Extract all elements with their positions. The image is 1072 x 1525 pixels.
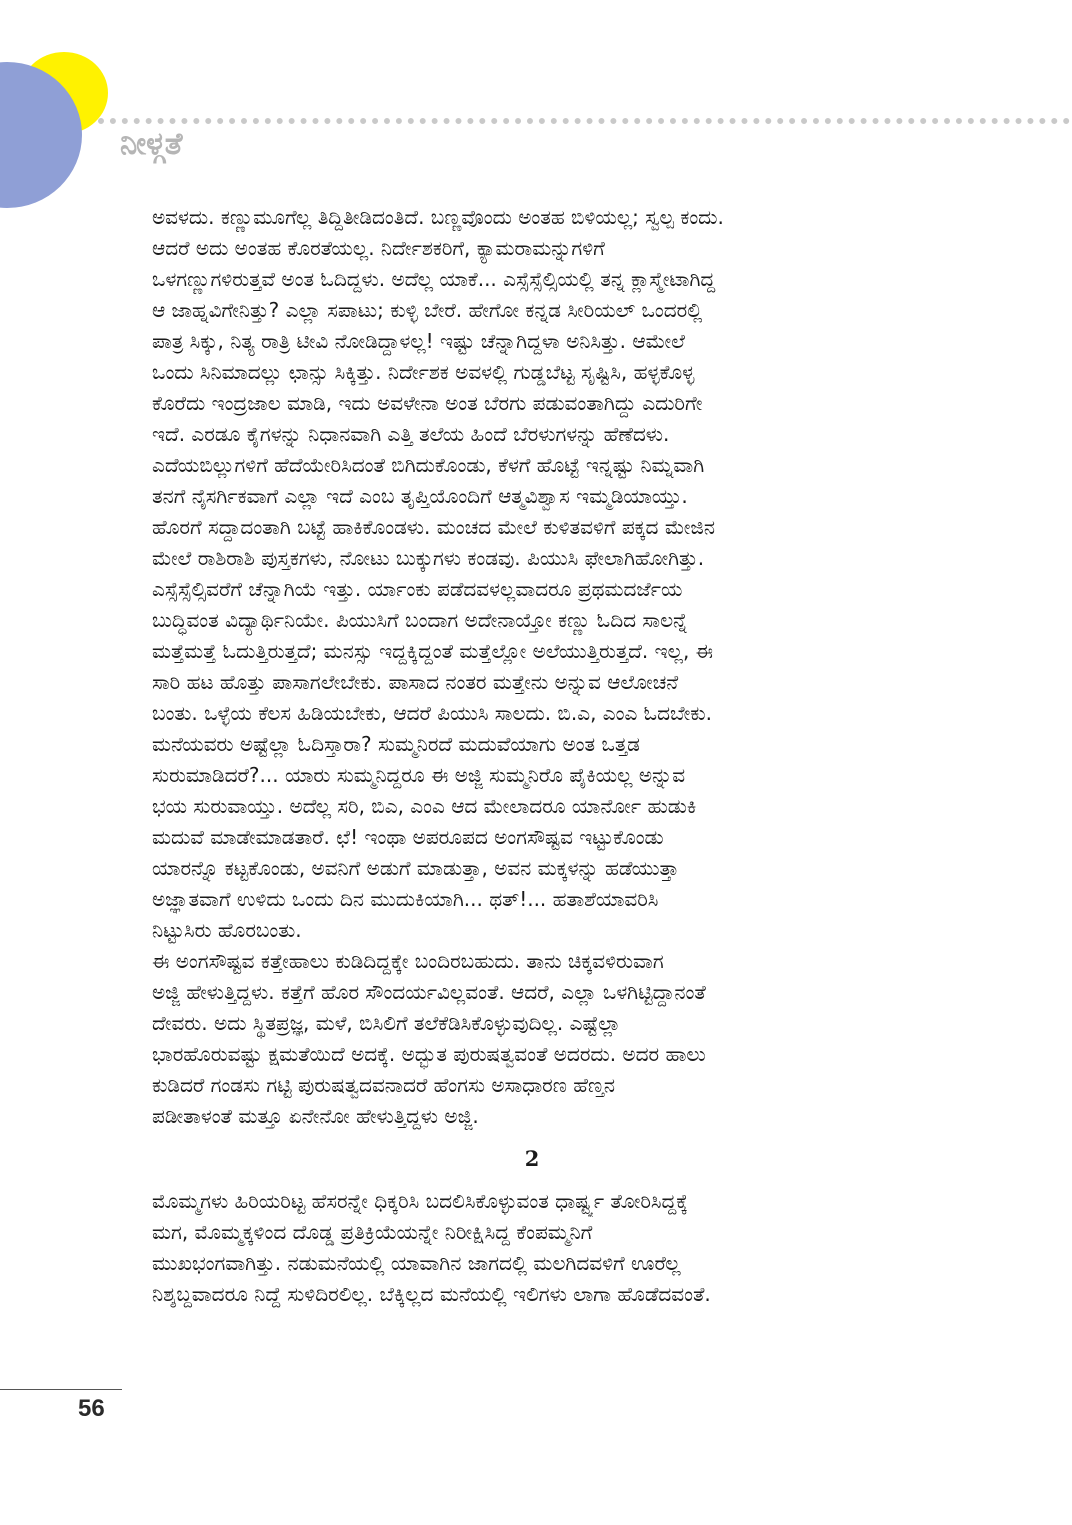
text-line: ಮತ್ತೆಮತ್ತೆ ಓದುತ್ತಿರುತ್ತದೆ; ಮನಸ್ಸು ಇದ್ದಕ್ಕಿದ್ದಂತೆ ಮತ್ತೆಲ್ಲೋ ಅಲೆಯುತ್ತಿರುತ್ತದೆ. ಇಲ್ಲ, ಈ	[152, 639, 714, 663]
text-line: ಮೇಲೆ ರಾಶಿರಾಶಿ ಪುಸ್ತಕಗಳು, ನೋಟು ಬುಕ್ಕುಗಳು ಕಂಡವು. ಪಿಯುಸಿ ಫೇಲಾಗಿಹೋಗಿತ್ತು.	[152, 546, 705, 570]
header-dotted-rule	[98, 118, 1070, 124]
section-number: 2	[524, 1146, 540, 1171]
text-line: ಒಂದು ಸಿನಿಮಾದಲ್ಲು ಛಾನ್ಸು ಸಿಕ್ಕಿತ್ತು. ನಿರ್ದೇಶಕ ಅವಳಲ್ಲಿ ಗುಡ್ಡಬೆಟ್ಟ ಸೃಷ್ಟಿಸಿ, ಹಳ್ಳಕೊಳ್ಳ	[152, 360, 695, 384]
text-line: ಯಾರನ್ನೊ ಕಟ್ಟಕೊಂಡು, ಅವನಿಗೆ ಅಡುಗೆ ಮಾಡುತ್ತಾ, ಅವನ ಮಕ್ಕಳನ್ನು ಹಡೆಯುತ್ತಾ	[152, 856, 679, 880]
text-part-2	[152, 1186, 912, 1310]
text-line: ಎದೆಯಬಿಲ್ಲುಗಳಿಗೆ ಹೆದೆಯೇರಿಸಿದಂತೆ ಬಿಗಿದುಕೊಂಡು, ಕೆಳಗೆ ಹೊಟ್ಟೆ ಇನ್ನಷ್ಟು ನಿಮ್ನವಾಗಿ	[152, 453, 705, 477]
text-line: ತನಗೆ ನೈಸರ್ಗಿಕವಾಗೆ ಎಲ್ಲಾ ಇದೆ ಎಂಬ ತೃಪ್ತಿಯೊಂದಿಗೆ ಆತ್ಮವಿಶ್ವಾಸ ಇಮ್ಮಡಿಯಾಯ್ತು.	[152, 484, 688, 508]
page-number: 56	[78, 1395, 105, 1422]
text-line: ಆ ಜಾಹ್ನವಿಗೇನಿತ್ತು? ಎಲ್ಲಾ ಸಪಾಟು; ಕುಳ್ಳಿ ಬೇರೆ. ಹೇಗೋ ಕನ್ನಡ ಸೀರಿಯಲ್ ಒಂದರಲ್ಲಿ	[152, 298, 703, 322]
text-line: ಪಾತ್ರ ಸಿಕ್ಕು, ನಿತ್ಯ ರಾತ್ರಿ ಟೀವಿ ನೋಡಿದ್ದಾಳಲ್ಲ! ಇಷ್ಟು ಚೆನ್ನಾಗಿದ್ದಳಾ ಅನಿಸಿತ್ತು. ಆಮೇಲೆ	[152, 329, 685, 353]
text-line: ಅಜ್ಜಿ ಹೇಳುತ್ತಿದ್ದಳು. ಕತ್ತೆಗೆ ಹೊರ ಸೌಂದರ್ಯವಿಲ್ಲವಂತೆ. ಆದರೆ, ಎಲ್ಲಾ ಒಳಗಿಟ್ಟಿದ್ದಾನಂತೆ	[152, 980, 706, 1004]
book-title: ನೀಳ್ಗತೆ	[120, 126, 183, 162]
text-line: ಸುರುಮಾಡಿದರೆ?... ಯಾರು ಸುಮ್ಮನಿದ್ದರೂ ಈ ಅಜ್ಜಿ ಸುಮ್ಮನಿರೊ ಪೈಕಿಯಲ್ಲ ಅನ್ನುವ	[152, 763, 686, 787]
text-line: ಭಾರಹೊರುವಷ್ಟು ಕ್ಷಮತೆಯಿದೆ ಅದಕ್ಕೆ. ಅದ್ಭುತ ಪುರುಷತ್ವವಂತೆ ಅದರದು. ಅದರ ಹಾಲು	[152, 1042, 706, 1066]
text-line: ಆದರೆ ಅದು ಅಂತಹ ಕೊರತೆಯಲ್ಲ. ನಿರ್ದೇಶಕರಿಗೆ, ಕ್ಯಾಮರಾಮನ್ನುಗಳಿಗೆ	[152, 236, 605, 260]
text-line: ಒಳಗಣ್ಣುಗಳಿರುತ್ತವೆ ಅಂತ ಓದಿದ್ದಳು. ಅದೆಲ್ಲ ಯಾಕೆ... ಎಸ್ಸೆಸ್ಸೆಲ್ಸಿಯಲ್ಲಿ ತನ್ನ ಕ್ಲಾಸ್ಮೇಟಾಗಿದ್ದ	[152, 267, 716, 291]
text-line: ಹೊರಗೆ ಸದ್ದಾದಂತಾಗಿ ಬಟ್ಟೆ ಹಾಕಿಕೊಂಡಳು. ಮಂಚದ ಮೇಲೆ ಕುಳಿತವಳಿಗೆ ಪಕ್ಕದ ಮೇಜಿನ	[152, 515, 715, 539]
text-line: ಮಗ, ಮೊಮ್ಮಕ್ಕಳಿಂದ ದೊಡ್ಡ ಪ್ರತಿಕ್ರಿಯೆಯನ್ನೇ ನಿರೀಕ್ಷಿಸಿದ್ದ ಕೆಂಪಮ್ಮನಿಗೆ	[152, 1220, 593, 1244]
text-line: ಸಾರಿ ಹಟ ಹೊತ್ತು ಪಾಸಾಗಲೇಬೇಕು. ಪಾಸಾದ ನಂತರ ಮತ್ತೇನು ಅನ್ನುವ ಆಲೋಚನೆ	[152, 670, 679, 694]
text-line: ಕೊರೆದು ಇಂದ್ರಜಾಲ ಮಾಡಿ, ಇದು ಅವಳೇನಾ ಅಂತ ಬೆರಗು ಪಡುವಂತಾಗಿದ್ದು ಎದುರಿಗೇ	[152, 391, 703, 415]
text-line: ನಿಟ್ಟುಸಿರು ಹೊರಬಂತು.	[152, 918, 302, 942]
text-line: ಮದುವೆ ಮಾಡೇಮಾಡತಾರೆ. ಛೆ! ಇಂಥಾ ಅಪರೂಪದ ಅಂಗಸೌಷ್ಟವ ಇಟ್ಟುಕೊಂಡು	[152, 825, 664, 849]
footer-rule	[0, 1389, 122, 1390]
text-line: ಬುದ್ಧಿವಂತ ವಿದ್ಯಾರ್ಥಿನಿಯೇ. ಪಿಯುಸಿಗೆ ಬಂದಾಗ ಅದೇನಾಯ್ತೋ ಕಣ್ಣು ಓದಿದ ಸಾಲನ್ನೆ	[152, 608, 688, 632]
text-line: ಅಜ್ಞಾತವಾಗೆ ಉಳಿದು ಒಂದು ದಿನ ಮುದುಕಿಯಾಗಿ... ಥತ್!... ಹತಾಶೆಯಾವರಿಸಿ	[152, 887, 659, 911]
text-line: ನಿಶ್ಶಬ್ದವಾದರೂ ನಿದ್ದೆ ಸುಳಿದಿರಲಿಲ್ಲ. ಬೆಕ್ಕಿಲ್ಲದ ಮನೆಯಲ್ಲಿ ಇಲಿಗಳು ಲಾಗಾ ಹೊಡೆದವಂತೆ.	[152, 1282, 711, 1306]
text-line: ಅವಳದು. ಕಣ್ಣುಮೂಗೆಲ್ಲ ತಿದ್ದಿತೀಡಿದಂತಿದೆ. ಬಣ್ಣವೊಂದು ಅಂತಹ ಬಿಳಿಯಲ್ಲ; ಸ್ವಲ್ಪ ಕಂದು.	[152, 205, 724, 229]
text-line: ಈ ಅಂಗಸೌಷ್ಟವ ಕತ್ತೇಹಾಲು ಕುಡಿದಿದ್ದಕ್ಕೇ ಬಂದಿರಬಹುದು. ತಾನು ಚಿಕ್ಕವಳಿರುವಾಗ	[152, 949, 664, 973]
text-part-1	[152, 202, 912, 1132]
text-line: ಎಸ್ಸೆಸ್ಸೆಲ್ಸಿವರೆಗೆ ಚೆನ್ನಾಗಿಯೆ ಇತ್ತು. ರ್ಯಾಂಕು ಪಡೆದವಳಲ್ಲವಾದರೂ ಪ್ರಥಮದರ್ಜೆಯ	[152, 577, 683, 601]
text-line: ಭಯ ಸುರುವಾಯ್ತು. ಅದೆಲ್ಲ ಸರಿ, ಬಿಎ, ಎಂಎ ಆದ ಮೇಲಾದರೂ ಯಾರ್ನೋ ಹುಡುಕಿ	[152, 794, 697, 818]
text-line: ದೇವರು. ಅದು ಸ್ಥಿತಪ್ರಜ್ಞ, ಮಳೆ, ಬಿಸಿಲಿಗೆ ತಲೆಕೆಡಿಸಿಕೊಳ್ಳುವುದಿಲ್ಲ. ಎಷ್ಟೆಲ್ಲಾ	[152, 1011, 621, 1035]
text-line: ಮನೆಯವರು ಅಷ್ಟೆಲ್ಲಾ ಓದಿಸ್ತಾರಾ? ಸುಮ್ಮನಿರದೆ ಮದುವೆಯಾಗು ಅಂತ ಒತ್ತಡ	[152, 732, 640, 756]
text-line: ಕುಡಿದರೆ ಗಂಡಸು ಗಟ್ಟಿ ಪುರುಷತ್ವದವನಾದರೆ ಹೆಂಗಸು ಅಸಾಧಾರಣ ಹೆಣ್ತನ	[152, 1073, 615, 1097]
text-line: ಇದೆ. ಎರಡೂ ಕೈಗಳನ್ನು ನಿಧಾನವಾಗಿ ಎತ್ತಿ ತಲೆಯ ಹಿಂದೆ ಬೆರಳುಗಳನ್ನು ಹೆಣೆದಳು.	[152, 422, 670, 446]
text-body	[152, 202, 912, 1310]
text-line: ಪಡೀತಾಳಂತೆ ಮತ್ತೂ ಏನೇನೋ ಹೇಳುತ್ತಿದ್ದಳು ಅಜ್ಜಿ.	[152, 1104, 479, 1128]
text-line: ಮೊಮ್ಮಗಳು ಹಿರಿಯರಿಟ್ಟ ಹೆಸರನ್ನೇ ಧಿಕ್ಕರಿಸಿ ಬದಲಿಸಿಕೊಳ್ಳುವಂತ ಧಾರ್ಷ್ಟ್ಯ ತೋರಿಸಿದ್ದಕ್ಕೆ	[152, 1189, 688, 1213]
text-line: ಬಂತು. ಒಳ್ಳೆಯ ಕೆಲಸ ಹಿಡಿಯಬೇಕು, ಆದರೆ ಪಿಯುಸಿ ಸಾಲದು. ಬಿ.ಎ, ಎಂಎ ಓದಬೇಕು.	[152, 701, 712, 725]
text-line: ಮುಖಭಂಗವಾಗಿತ್ತು. ನಡುಮನೆಯಲ್ಲಿ ಯಾವಾಗಿನ ಜಾಗದಲ್ಲಿ ಮಲಗಿದವಳಿಗೆ ಊರೆಲ್ಲ	[152, 1251, 681, 1275]
